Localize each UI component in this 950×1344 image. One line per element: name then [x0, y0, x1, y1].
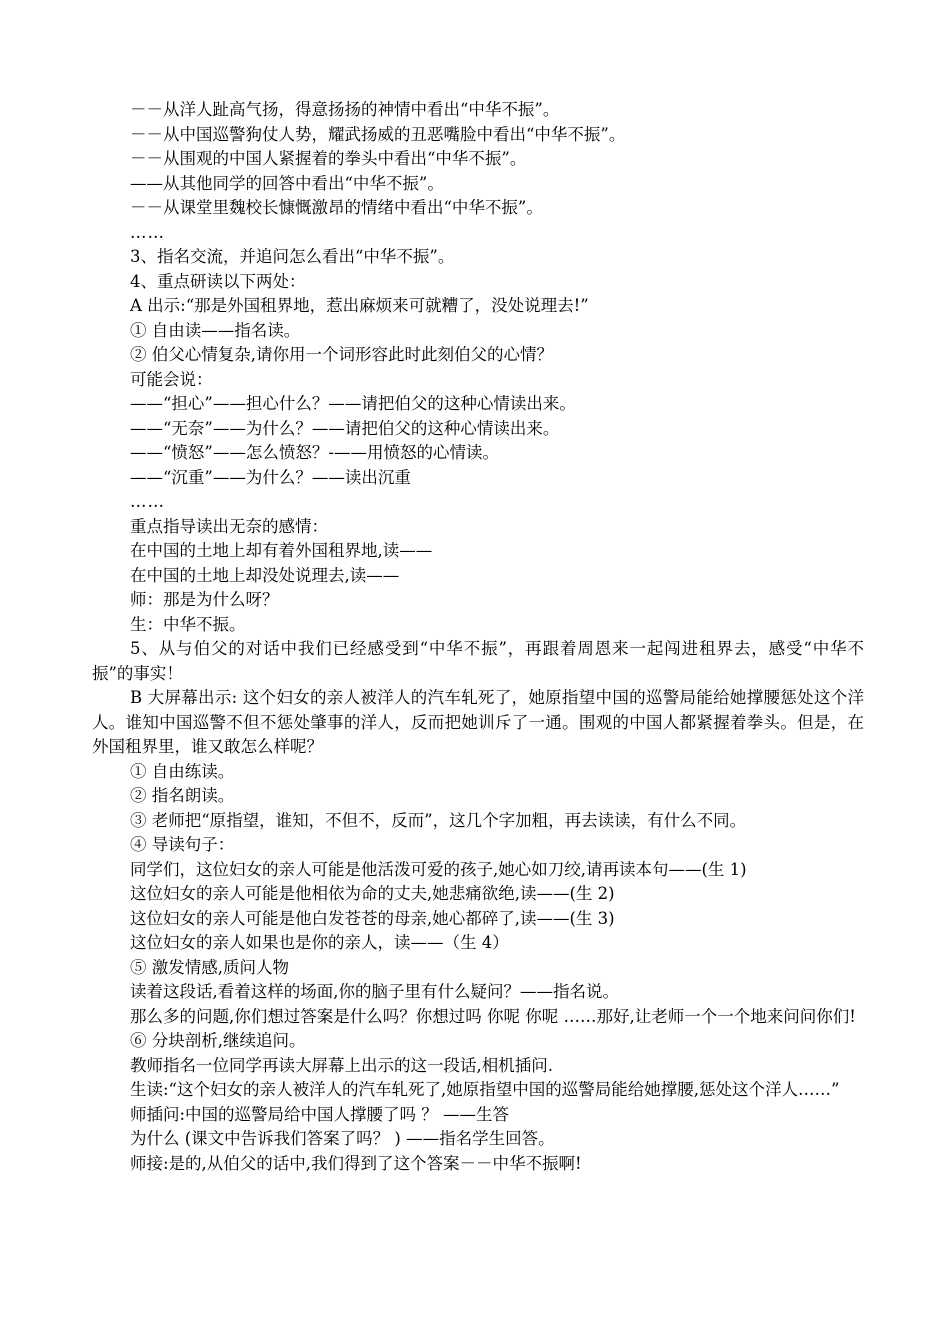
text-line: 同学们，这位妇女的亲人可能是他活泼可爱的孩子,她心如刀绞,请再读本句——(生 1)	[130, 859, 747, 879]
text-line: ——“愤怒”——怎么愤怒？-——用愤怒的心情读。	[130, 443, 499, 462]
dialogue-line: 生：中华不振。	[130, 614, 246, 634]
text-line: 在中国的土地上却有着外国租界地,读——	[130, 541, 433, 560]
text-line: ——“沉重”——为什么？——读出沉重	[130, 467, 411, 487]
step-item: ③ 老师把“原指望，谁知，不但不，反而”，这几个字加粗，再去读读，有什么不同。	[130, 810, 747, 830]
step-item: ⑤ 激发情感,质问人物	[130, 957, 289, 977]
dialogue-line: 师接:是的,从伯父的话中,我们得到了这个答案－－中华不振啊!	[130, 1153, 582, 1173]
step-item: ① 自由读——指名读。	[130, 320, 301, 340]
text-line: 在中国的土地上却没处说理去,读——	[130, 565, 400, 585]
text-line: －－从中国巡警狗仗人势，耀武扬威的丑恶嘴脸中看出“中华不振”。	[130, 124, 626, 144]
quote-line: A 出示:“那是外国租界地，惹出麻烦来可就糟了，没处说理去!”	[130, 296, 589, 315]
text-line: 这位妇女的亲人如果也是你的亲人，读——（生 4）	[130, 933, 509, 952]
document-page	[92, 98, 864, 1176]
paragraph: 那么多的问题,你们想过答案是什么吗？你想过吗 你呢 你呢 ……那好,让老师一个一个地来问问你们!	[130, 1006, 856, 1026]
paragraph: 生读:“这个妇女的亲人被洋人的汽车轧死了,她原指望中国的巡警局能给她撑腰,惩处这个洋人……”	[130, 1080, 840, 1099]
dialogue-line: 为什么 (课文中告诉我们答案了吗？ ) ——指名学生回答。	[130, 1129, 555, 1148]
dialogue-line: 师插问:中国的巡警局给中国人撑腰了吗 ？ ——生答	[130, 1104, 510, 1124]
ellipsis-line: ……	[130, 492, 165, 511]
paragraph: B 大屏幕出示: 这个妇女的亲人被洋人的汽车轧死了，她原指望中国的巡警局能给她撑腰惩处这个洋人。谁知中国巡警不但不惩处肇事的洋人，反而把她训斥了一通。围观的中国人都紧握着拳头。但是，在外国租界里，谁又敢怎么样呢？	[92, 688, 864, 756]
step-item: ② 伯父心情复杂,请你用一个词形容此时此刻伯父的心情？	[130, 345, 553, 364]
text-line: 重点指导读出无奈的感情：	[130, 516, 328, 536]
text-line: ——从其他同学的回答中看出“中华不振”。	[130, 173, 444, 193]
dialogue-line: 师：那是为什么呀？	[130, 590, 279, 609]
text-line: 这位妇女的亲人可能是他相依为命的丈夫,她悲痛欲绝,读——(生 2)	[130, 884, 615, 903]
text-line: 教师指名一位同学再读大屏幕上出示的这一段话,相机插问.	[130, 1055, 553, 1075]
text-line: 可能会说：	[130, 369, 213, 389]
text-line: －－从围观的中国人紧握着的拳头中看出“中华不振”。	[130, 149, 527, 168]
step-item: ⑥ 分块剖析,继续追问。	[130, 1031, 306, 1050]
text-line: 读着这段话,看着这样的场面,你的脑子里有什么疑问？——指名说。	[130, 982, 619, 1001]
step-item: ① 自由练读。	[130, 761, 235, 781]
paragraph: 5、从与伯父的对话中我们已经感受到“中华不振”，再跟着周恩来一起闯进租界去，感受“中华不振”的事实！	[92, 639, 864, 683]
section-heading: 4、重点研读以下两处：	[130, 271, 306, 291]
section-heading: 3、指名交流，并追问怎么看出“中华不振”。	[130, 247, 455, 266]
text-line: －－从洋人趾高气扬，得意扬扬的神情中看出“中华不振”。	[130, 100, 560, 119]
text-line: －－从课堂里魏校长慷慨激昂的情绪中看出“中华不振”。	[130, 198, 543, 217]
text-line: ——“担心”——担心什么？——请把伯父的这种心情读出来。	[130, 394, 576, 413]
step-item: ④ 导读句子：	[130, 835, 235, 854]
text-line: 这位妇女的亲人可能是他白发苍苍的母亲,她心都碎了,读——(生 3)	[130, 908, 615, 928]
text-line: ——“无奈”——为什么？——请把伯父的这种心情读出来。	[130, 418, 560, 438]
ellipsis-line: ……	[130, 222, 165, 242]
step-item: ② 指名朗读。	[130, 786, 235, 805]
